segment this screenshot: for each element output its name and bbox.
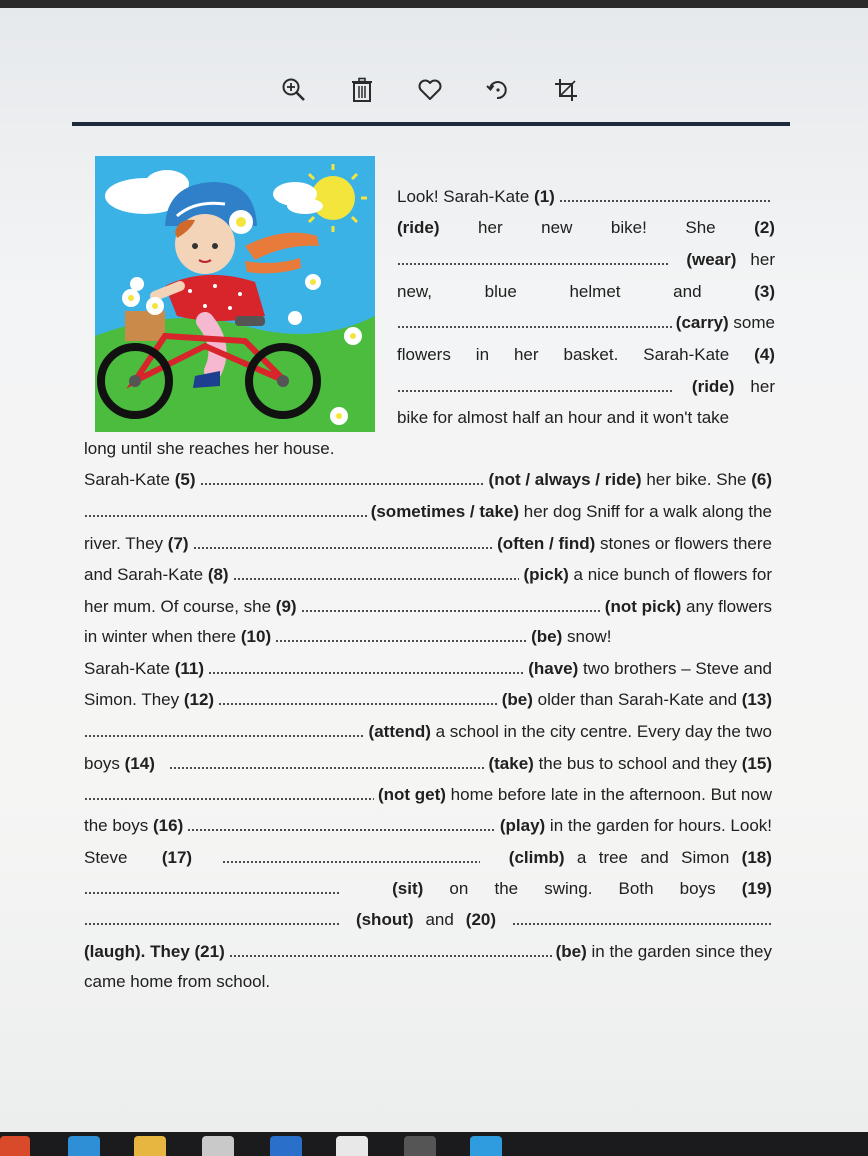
verb-hint: (pick) xyxy=(523,565,569,584)
blank-15[interactable] xyxy=(84,797,374,801)
blank-number: (9) xyxy=(275,597,297,616)
verb-hint: (laugh) xyxy=(84,942,141,961)
word: bike! xyxy=(610,218,647,237)
word: her xyxy=(513,345,539,364)
text-line-11 xyxy=(84,500,772,524)
text-line-16 xyxy=(84,657,772,681)
text-line-18 xyxy=(84,720,772,744)
text-run: Sarah-Kate xyxy=(84,470,175,489)
text-run: two brothers – Steve and xyxy=(578,659,772,678)
document-page xyxy=(0,8,868,1132)
screen-bezel xyxy=(0,0,868,8)
blank-7[interactable] xyxy=(193,546,494,550)
text-line-20 xyxy=(84,783,772,807)
blank-21[interactable] xyxy=(229,954,552,958)
word: swing. xyxy=(544,879,593,898)
folder-icon[interactable] xyxy=(134,1136,166,1156)
word: in xyxy=(475,345,490,364)
word: her xyxy=(750,377,775,396)
blank-3[interactable] xyxy=(397,325,672,329)
blank-number: (18) xyxy=(741,848,772,867)
text-run: older than Sarah-Kate and xyxy=(532,690,742,709)
verb-hint: (ride) xyxy=(691,377,735,396)
text-run: boys xyxy=(84,754,125,773)
word: flowers xyxy=(397,345,451,364)
verb-hint: (shout) xyxy=(355,910,414,929)
word: and xyxy=(425,910,454,929)
blank-20[interactable] xyxy=(512,922,772,926)
blank-19[interactable] xyxy=(84,922,340,926)
verb-hint: (have) xyxy=(528,659,579,678)
mail-icon[interactable] xyxy=(270,1136,302,1156)
zoom-in-icon xyxy=(281,77,307,103)
blank-5[interactable] xyxy=(200,482,485,486)
blank-number: (20) xyxy=(465,910,497,929)
text-line-25 xyxy=(84,940,772,964)
text-run: stones or flowers there xyxy=(595,534,772,553)
blank-number: (12) xyxy=(183,690,215,709)
girl-on-bike-illustration xyxy=(95,156,375,432)
text-run: long until she reaches her house. xyxy=(84,439,335,458)
zoom-in-button[interactable] xyxy=(274,70,314,110)
photos-icon[interactable] xyxy=(470,1136,502,1156)
blank-number: (7) xyxy=(167,534,189,553)
blank-12[interactable] xyxy=(218,702,498,706)
blank-14[interactable] xyxy=(169,766,485,770)
text-line-15 xyxy=(84,625,772,649)
blank-8[interactable] xyxy=(233,577,520,581)
word: some xyxy=(728,313,775,332)
blank-number: (14) xyxy=(124,754,155,773)
text-line-8 xyxy=(397,406,775,430)
blank-4[interactable] xyxy=(397,389,674,393)
verb-hint: (often / find) xyxy=(497,534,596,553)
text-run: river. They xyxy=(84,534,168,553)
text-run: Look! Sarah-Kate xyxy=(397,187,535,206)
toolbar-divider xyxy=(72,122,790,126)
text-run: in the garden since they xyxy=(586,942,772,961)
verb-hint: (carry) xyxy=(675,313,729,332)
blank-number: (19) xyxy=(741,879,772,898)
word: her xyxy=(478,218,503,237)
verb-hint: (be) xyxy=(501,690,533,709)
text-run: . They xyxy=(140,942,195,961)
crop-icon xyxy=(553,77,579,103)
text-line-14 xyxy=(84,595,772,619)
text-line-12 xyxy=(84,532,772,556)
blank-number: (15) xyxy=(741,754,772,773)
blank-6[interactable] xyxy=(84,514,367,518)
word: her xyxy=(750,250,775,269)
text-line-4 xyxy=(397,280,775,304)
verb-hint: (attend) xyxy=(368,722,431,741)
word: Both xyxy=(618,879,654,898)
text-run: Simon. They xyxy=(84,690,184,709)
word: tree xyxy=(598,848,629,867)
word: Sarah-Kate xyxy=(643,345,730,364)
verb-hint: (sometimes / take) xyxy=(370,502,520,521)
text-line-7 xyxy=(397,375,775,399)
text-line-1 xyxy=(397,185,775,209)
word: basket. xyxy=(563,345,619,364)
text-line-9 xyxy=(84,437,772,461)
text-line-5 xyxy=(397,311,775,335)
text-line-17 xyxy=(84,688,772,712)
verb-hint: (not get) xyxy=(377,785,446,804)
taskbar xyxy=(0,1132,868,1156)
verb-hint: (climb) xyxy=(508,848,565,867)
text-run: a school in the city centre. Every day the two xyxy=(430,722,772,741)
blank-number: (2) xyxy=(754,218,775,237)
verb-hint: (ride) xyxy=(397,218,440,237)
word: boys xyxy=(679,879,716,898)
text-run: in winter when there xyxy=(84,627,241,646)
verb-hint: (be) xyxy=(531,627,563,646)
blank-16[interactable] xyxy=(187,828,496,832)
heart-icon xyxy=(417,78,443,102)
image-toolbar xyxy=(270,70,590,110)
text-line-13 xyxy=(84,563,772,587)
blank-13[interactable] xyxy=(84,734,365,738)
delete-button[interactable] xyxy=(342,70,382,110)
text-line-19 xyxy=(84,752,772,776)
word: She xyxy=(685,218,716,237)
blank-18[interactable] xyxy=(84,891,340,895)
verb-hint: (sit) xyxy=(392,879,424,898)
verb-hint: (play) xyxy=(499,816,546,835)
word: new xyxy=(541,218,573,237)
blank-number: (13) xyxy=(741,690,772,709)
chrome-icon[interactable] xyxy=(0,1136,30,1156)
verb-hint: (not pick) xyxy=(604,597,682,616)
word: and xyxy=(673,282,702,301)
store-icon[interactable] xyxy=(202,1136,234,1156)
blank-10[interactable] xyxy=(275,639,527,643)
text-line-21 xyxy=(84,814,772,838)
app-icon[interactable] xyxy=(404,1136,436,1156)
blank-number: (16) xyxy=(153,816,184,835)
text-line-6 xyxy=(397,343,775,367)
blank-number: (4) xyxy=(754,345,775,364)
text-run: Steve xyxy=(84,848,128,867)
word: new, xyxy=(397,282,432,301)
blank-number: (10) xyxy=(240,627,272,646)
text-run: the bus to school and they xyxy=(533,754,742,773)
verb-hint: (wear) xyxy=(686,250,737,269)
blank-11[interactable] xyxy=(208,671,524,675)
blank-number: (6) xyxy=(751,470,772,489)
blank-9[interactable] xyxy=(301,609,601,613)
text-run: snow! xyxy=(562,627,612,646)
blank-number: (3) xyxy=(754,282,775,301)
text-run: a nice bunch of flowers for xyxy=(568,565,772,584)
text-run: the boys xyxy=(84,816,153,835)
blank-1[interactable] xyxy=(559,199,771,203)
trash-icon xyxy=(350,77,374,103)
blank-number: (8) xyxy=(207,565,229,584)
word: the xyxy=(494,879,519,898)
verb-hint: (be) xyxy=(555,942,587,961)
rotate-button[interactable] xyxy=(478,70,518,110)
text-run: bike for almost half an hour and it won't take xyxy=(397,408,730,427)
text-run: any flowers xyxy=(681,597,772,616)
rotate-icon xyxy=(485,77,511,103)
blank-number: (11) xyxy=(174,659,205,678)
dropbox-icon[interactable] xyxy=(336,1136,368,1156)
text-line-22 xyxy=(84,846,772,870)
word: Simon xyxy=(681,848,730,867)
text-run: Sarah-Kate xyxy=(84,659,175,678)
favorite-button[interactable] xyxy=(410,70,450,110)
blank-number: (17) xyxy=(161,848,193,867)
text-line-2 xyxy=(397,216,775,240)
text-line-26 xyxy=(84,970,772,994)
word: a xyxy=(576,848,587,867)
text-run: home before late in the afternoon. But now xyxy=(445,785,772,804)
crop-button[interactable] xyxy=(546,70,586,110)
text-run: her dog Sniff for a walk along the xyxy=(519,502,772,521)
blank-number: (21) xyxy=(194,942,225,961)
word: helmet xyxy=(569,282,621,301)
verb-hint: (not / always / ride) xyxy=(488,470,642,489)
text-run: her mum. Of course, she xyxy=(84,597,276,616)
blank-number: (1) xyxy=(534,187,555,206)
text-line-10 xyxy=(84,468,772,492)
text-line-3 xyxy=(397,248,775,272)
text-run: and Sarah-Kate xyxy=(84,565,208,584)
text-run: in the garden for hours. Look! xyxy=(545,816,772,835)
word: and xyxy=(640,848,669,867)
blank-17[interactable] xyxy=(222,860,480,864)
blank-2[interactable] xyxy=(397,262,670,266)
blank-number: (5) xyxy=(174,470,196,489)
edge-icon[interactable] xyxy=(68,1136,100,1156)
word: on xyxy=(449,879,469,898)
text-line-23 xyxy=(84,877,772,901)
text-run: came home from school. xyxy=(84,972,271,991)
word: blue xyxy=(484,282,517,301)
text-line-24 xyxy=(84,908,772,932)
text-run: her bike. She xyxy=(641,470,752,489)
verb-hint: (take) xyxy=(488,754,534,773)
